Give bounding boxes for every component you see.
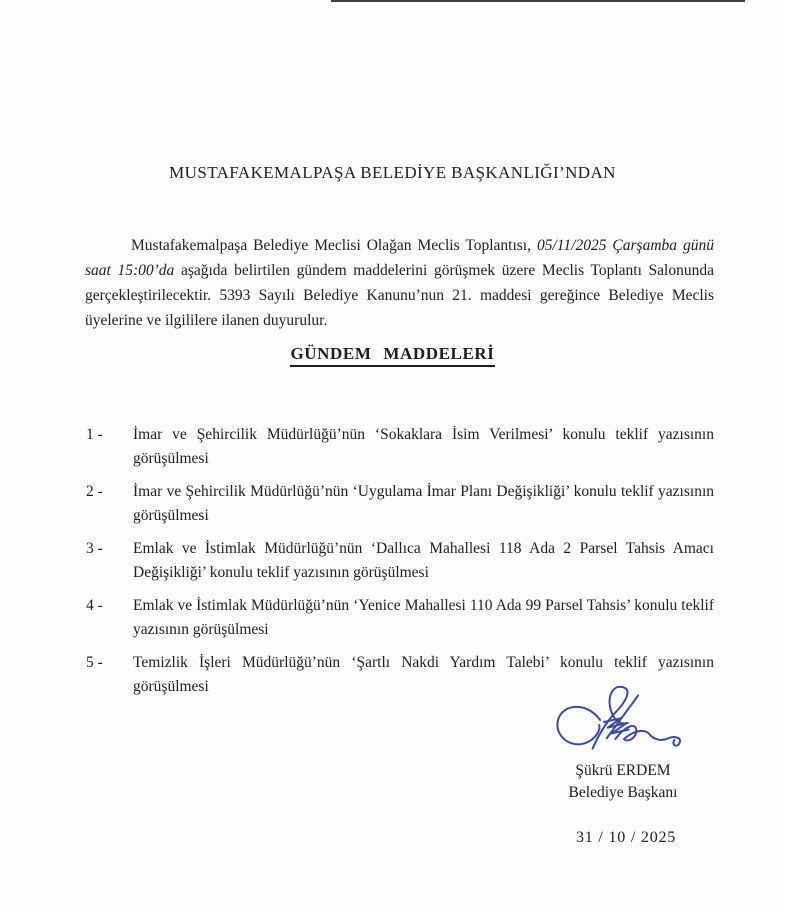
intro-text-part2: aşağıda belirtilen gündem maddelerini görüşmek üzere Meclis Toplantı Salonunda gerçekleştirilecektir. 5393 Sayılı Belediye Kanunu’nun 21. maddesi gereğince Belediye Meclis üyelerine ve ilgililere ilanen duyurulur. xyxy=(85,261,714,329)
agenda-item-text: Emlak ve İstimlak Müdürlüğü’nün ‘Yenice Mahallesi 110 Ada 99 Parsel Tahsis’ konulu teklif yazısının görüşülmesi xyxy=(133,597,714,638)
signatory-title: Belediye Başkanı xyxy=(568,784,678,801)
agenda-item-text: Temizlik İşleri Müdürlüğü’nün ‘Şartlı Nakdi Yardım Talebi’ konulu teklif yazısının görüşülmesi xyxy=(133,654,714,695)
agenda-item-2 xyxy=(86,480,714,528)
agenda-item-number: 3 - xyxy=(86,540,103,557)
agenda-item-number: 5 - xyxy=(86,654,103,671)
agenda-item-number: 4 - xyxy=(86,597,103,614)
document-date: 31 / 10 / 2025 xyxy=(576,829,677,846)
agenda-heading: GÜNDEM MADDELERİ xyxy=(290,344,494,367)
scan-artifact-line xyxy=(331,0,745,2)
handwritten-signature xyxy=(542,684,704,760)
agenda-item-4 xyxy=(86,594,714,642)
intro-text-part1: Mustafakemalpaşa Belediye Meclisi Olağan Meclis Toplantısı, xyxy=(131,236,537,254)
agenda-list xyxy=(86,423,714,708)
signatory-name: Şükrü ERDEM xyxy=(575,762,671,779)
intro-paragraph xyxy=(85,233,714,333)
intro-text-meeting-datetime: 05/11/2025 Çarşamba günü saat 15:00’da xyxy=(85,236,714,279)
agenda-item-text: Emlak ve İstimlak Müdürlüğü’nün ‘Dallıca Mahallesi 118 Ada 2 Parsel Tahsis Amacı Değişikliği’ konulu teklif yazısının görüşülmesi xyxy=(133,540,714,581)
agenda-item-text: İmar ve Şehircilik Müdürlüğü’nün ‘Sokaklara İsim Verilmesi’ konulu teklif yazısının görüşülmesi xyxy=(133,426,714,467)
agenda-item-3 xyxy=(86,537,714,585)
agenda-item-number: 2 - xyxy=(86,483,103,500)
agenda-item-text: İmar ve Şehircilik Müdürlüğü’nün ‘Uygulama İmar Planı Değişikliği’ konulu teklif yazısının görüşülmesi xyxy=(133,483,714,524)
agenda-item-number: 1 - xyxy=(86,426,103,443)
agenda-item-1 xyxy=(86,423,714,471)
agenda-heading-wrap xyxy=(0,344,785,367)
signature-block xyxy=(536,684,710,804)
document-title: MUSTAFAKEMALPAŞA BELEDİYE BAŞKANLIĞI’NDAN xyxy=(169,163,616,182)
